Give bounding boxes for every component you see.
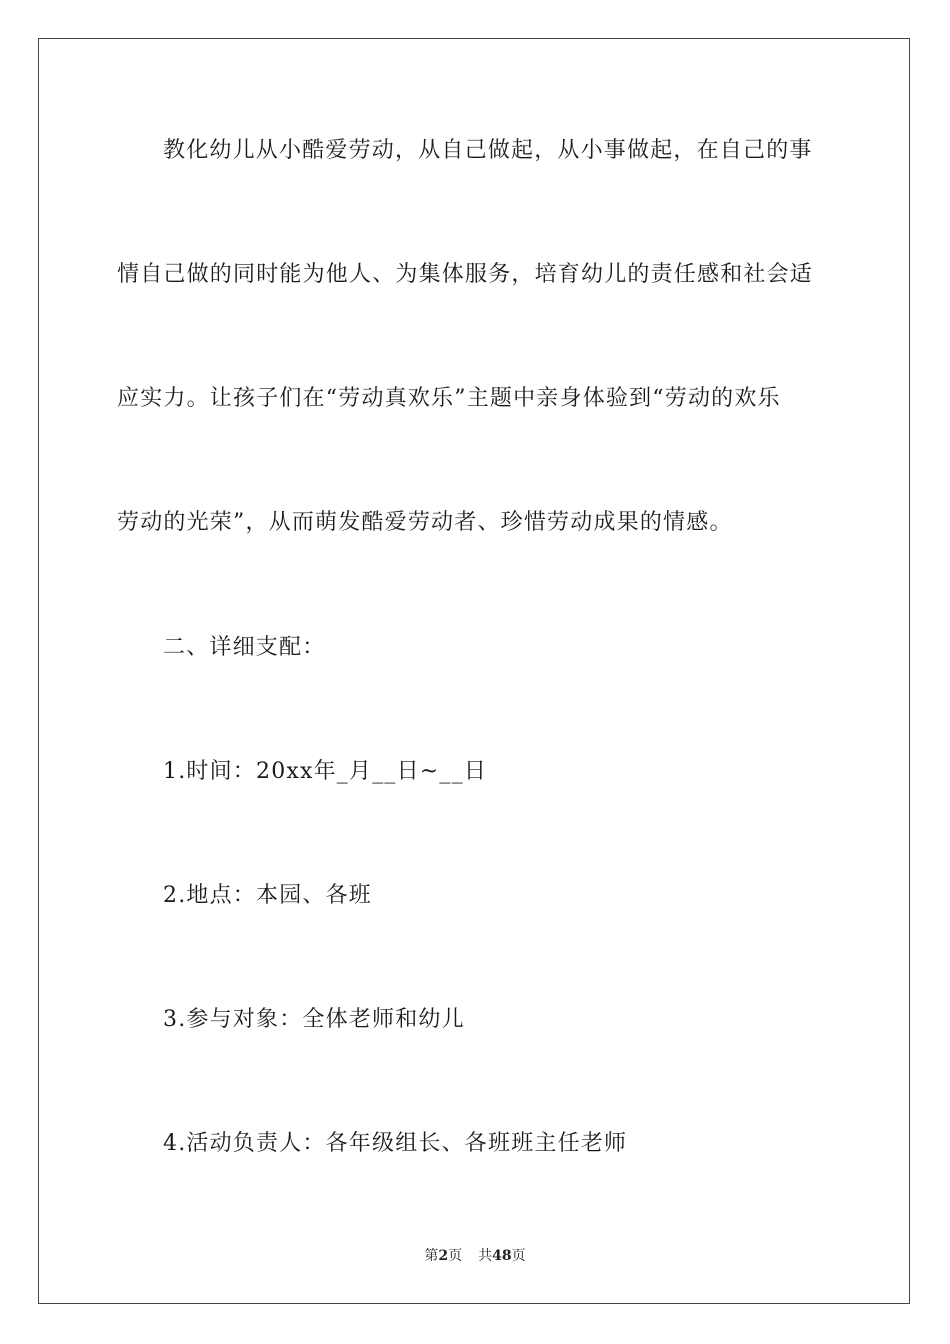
page-number: 2 bbox=[438, 1248, 449, 1264]
paragraph-line-2: 情自己做的同时能为他人、为集体服务，培育幼儿的责任感和社会适 bbox=[117, 262, 814, 287]
list-item-participants: 3.参与对象：全体老师和幼儿 bbox=[163, 1007, 465, 1032]
paragraph-line-3: 应实力。让孩子们在“劳动真欢乐”主题中亲身体验到“劳动的欢乐 bbox=[117, 386, 781, 411]
section-heading: 二、详细支配： bbox=[163, 635, 326, 660]
total-pages: 48 bbox=[492, 1248, 512, 1264]
page-prefix: 第 bbox=[424, 1248, 439, 1264]
list-item-location: 2.地点：本园、各班 bbox=[163, 883, 372, 908]
list-item-responsible: 4.活动负责人：各年级组长、各班班主任老师 bbox=[163, 1131, 628, 1156]
page-footer bbox=[0, 1246, 950, 1266]
page-suffix: 页 bbox=[448, 1248, 463, 1264]
page-border bbox=[38, 38, 910, 1304]
total-suffix: 页 bbox=[511, 1248, 526, 1264]
total-prefix: 共 bbox=[478, 1248, 493, 1264]
paragraph-line-1: 教化幼儿从小酷爱劳动，从自己做起，从小事做起，在自己的事 bbox=[163, 138, 813, 163]
list-item-time: 1.时间：20xx年_月__日~__日 bbox=[163, 759, 488, 784]
paragraph-line-4: 劳动的光荣”，从而萌发酷爱劳动者、珍惜劳动成果的情感。 bbox=[117, 510, 733, 535]
